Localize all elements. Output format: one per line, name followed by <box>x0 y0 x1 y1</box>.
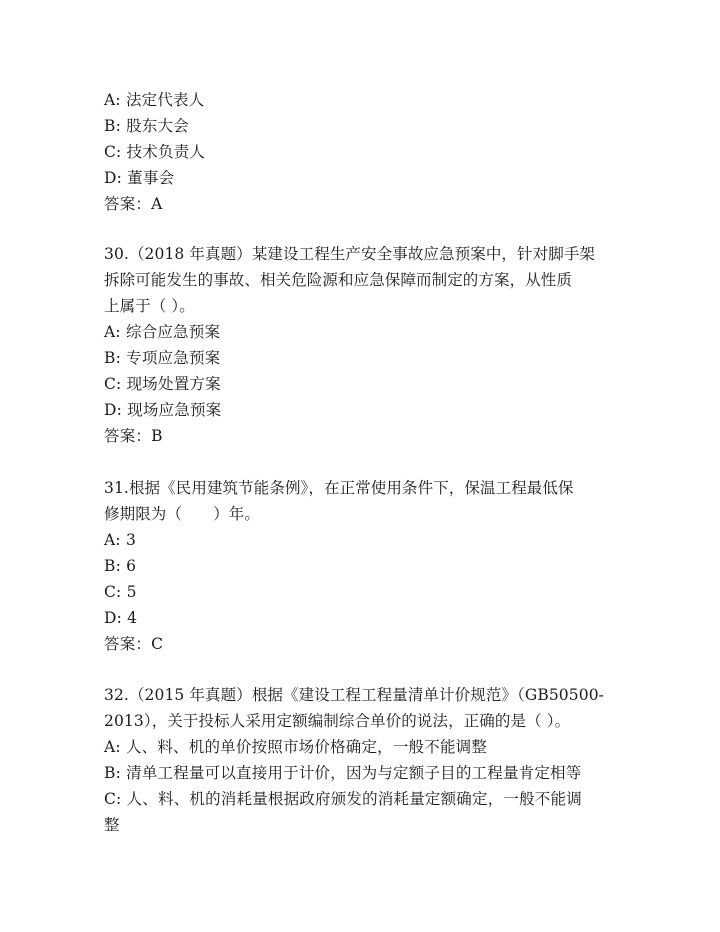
answer: 答案：B <box>104 427 163 445</box>
option-d: D: 董事会 <box>104 169 175 187</box>
answer: 答案：A <box>104 195 163 213</box>
question-stem <box>104 475 624 527</box>
answer: 答案：C <box>104 635 164 653</box>
option-d: D: 现场应急预案 <box>104 401 222 419</box>
stem-line: 32.（2015 年真题）根据《建设工程工程量清单计价规范》（GB50500- <box>104 686 604 704</box>
stem-line: 拆除可能发生的事故、相关危险源和应急保障而制定的方案，从性质 <box>104 271 573 289</box>
option-b: B: 股东大会 <box>104 117 189 135</box>
option-c: C: 技术负责人 <box>104 143 206 161</box>
option-a: A: 法定代表人 <box>104 91 205 109</box>
stem-line: 上属于（ ）。 <box>104 297 195 315</box>
stem-line: 修期限为（ ）年。 <box>104 505 261 523</box>
option-c-continued: 整 <box>104 816 120 834</box>
question-30 <box>104 241 624 449</box>
question-stem <box>104 241 624 319</box>
stem-line: 31.根据《民用建筑节能条例》，在正常使用条件下，保温工程最低保 <box>104 479 574 497</box>
stem-line: 2013），关于投标人采用定额编制综合单价的说法，正确的是（ ）。 <box>104 712 571 730</box>
question-stem <box>104 682 624 734</box>
option-c: C: 人、料、机的消耗量根据政府颁发的消耗量定额确定，一般不能调 <box>104 790 582 808</box>
question-29 <box>104 87 624 217</box>
option-b: B: 6 <box>104 557 137 575</box>
option-b: B: 清单工程量可以直接用于计价，因为与定额子目的工程量肯定相等 <box>104 764 582 782</box>
option-b: B: 专项应急预案 <box>104 349 221 367</box>
option-d: D: 4 <box>104 609 138 627</box>
option-a: A: 人、料、机的单价按照市场价格确定，一般不能调整 <box>104 738 488 756</box>
option-a: A: 3 <box>104 531 137 549</box>
question-32 <box>104 682 624 838</box>
option-c: C: 5 <box>104 583 137 601</box>
option-a: A: 综合应急预案 <box>104 323 221 341</box>
question-31 <box>104 475 624 657</box>
stem-line: 30.（2018 年真题）某建设工程生产安全事故应急预案中，针对脚手架 <box>104 245 596 263</box>
option-c: C: 现场处置方案 <box>104 375 221 393</box>
